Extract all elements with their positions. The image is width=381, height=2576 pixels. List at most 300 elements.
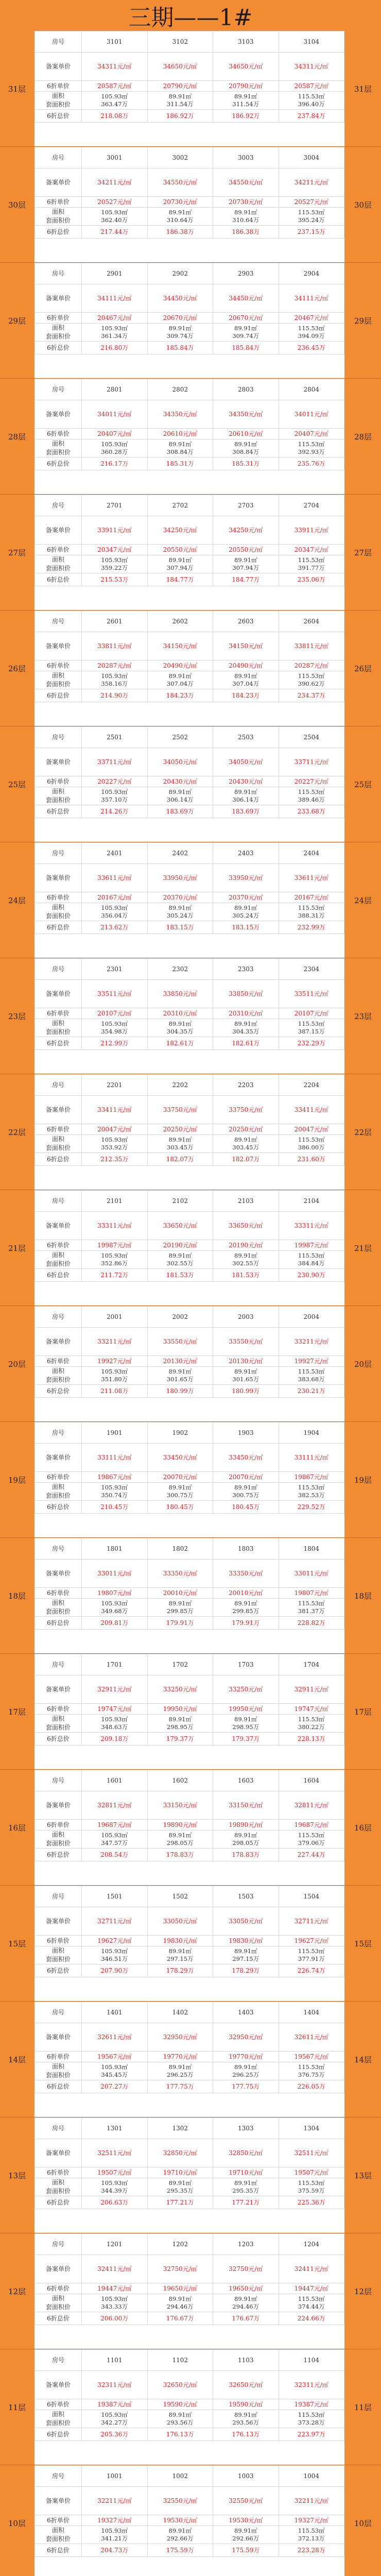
filed-price-cell: 32911元/㎡ [279,1675,344,1704]
filed-price-cell: 34211元/㎡ [279,168,344,197]
discount-total-cell: 232.29万 [279,1037,344,1050]
discount-total-row [35,457,344,470]
unit-number-cell: 1803 [213,1538,279,1560]
area-total-label: 面积 套面积价 [35,903,82,921]
area-total-cell: 115.53㎡ 379.06万 [279,1831,344,1849]
filed-price-cell: 34650元/㎡ [147,53,213,81]
area-total-cell: 115.53㎡ 377.91万 [279,1946,344,1964]
discount-price-cell: 19567元/㎡ [279,2052,344,2062]
area-total-label: 面积 套面积价 [35,208,82,226]
discount-total-cell: 209.81万 [82,1617,148,1630]
floor-block [0,1306,381,1422]
area-total-cell: 89.91㎡ 299.85万 [147,1599,213,1617]
unit-number-cell: 3104 [279,31,344,53]
discount-price-label: 6折单价 [35,892,82,903]
unit-number-cell: 2401 [82,843,148,864]
unit-number-row [35,611,344,632]
discount-price-cell: 19447元/㎡ [82,2283,148,2294]
unit-number-row [35,2118,344,2139]
discount-price-cell: 19987元/㎡ [82,1240,148,1251]
area-total-label: 面积 套面积价 [35,1831,82,1849]
discount-total-label: 6折总价 [35,342,82,354]
area-total-cell: 89.91㎡ 308.84万 [213,439,279,457]
price-sheet [0,31,381,2576]
area-total-label: 面积 套面积价 [35,1019,82,1037]
unit-number-row [35,1654,344,1675]
discount-price-cell: 20370元/㎡ [147,892,213,903]
discount-price-row [35,81,344,92]
unit-number-row [35,147,344,168]
floor-label-left: 30层 [0,147,34,262]
area-total-cell: 89.91㎡ 298.95万 [213,1715,279,1733]
discount-total-cell: 226.05万 [279,2080,344,2093]
filed-price-cell: 33911元/㎡ [82,516,148,545]
unit-number-cell: 2104 [279,1191,344,1212]
unit-number-label: 房号 [35,495,82,516]
filed-price-row [35,53,344,81]
discount-total-cell: 183.15万 [147,921,213,934]
discount-total-cell: 184.77万 [147,573,213,586]
area-total-cell: 115.53㎡ 381.37万 [279,1599,344,1617]
discount-price-row [35,429,344,439]
discount-price-cell: 20610元/㎡ [147,429,213,439]
filed-price-row [35,168,344,197]
discount-price-cell: 20287元/㎡ [279,660,344,671]
filed-price-row [35,980,344,1008]
discount-total-cell: 229.52万 [279,1501,344,1514]
area-total-cell: 105.93㎡ 346.51万 [82,1946,148,1964]
area-total-cell: 115.53㎡ 372.13万 [279,2526,344,2544]
unit-number-row [35,2002,344,2023]
area-total-cell: 89.91㎡ 310.64万 [213,208,279,226]
discount-price-label: 6折单价 [35,81,82,92]
unit-number-cell: 1802 [147,1538,213,1560]
area-total-row [35,1483,344,1501]
discount-price-cell: 19987元/㎡ [279,1240,344,1251]
discount-price-row [35,776,344,787]
filed-price-cell: 33511元/㎡ [82,980,148,1008]
unit-number-cell: 2201 [82,1075,148,1096]
area-total-row [35,2294,344,2312]
filed-price-cell: 32311元/㎡ [279,2371,344,2399]
unit-table [34,263,344,354]
discount-price-row [35,2515,344,2526]
filed-price-label: 备案单价 [35,1791,82,1820]
area-total-cell: 89.91㎡ 296.25万 [147,2062,213,2080]
unit-number-cell: 1502 [147,1886,213,1907]
unit-table [34,611,344,702]
discount-total-cell: 210.45万 [82,1501,148,1514]
area-total-label: 面积 套面积价 [35,1599,82,1617]
discount-total-cell: 235.76万 [279,457,344,470]
unit-number-cell: 2601 [82,611,148,632]
filed-price-cell: 33350元/㎡ [213,1560,279,1588]
floor-label-right: 21层 [345,1190,381,1306]
filed-price-cell: 33550元/㎡ [213,1328,279,1356]
area-total-row [35,1946,344,1964]
floor-label-left: 25层 [0,726,34,842]
discount-total-cell: 234.37万 [279,689,344,702]
discount-price-cell: 20587元/㎡ [82,81,148,92]
floor-label-left: 21层 [0,1190,34,1306]
filed-price-cell: 32850元/㎡ [147,2139,213,2167]
filed-price-row [35,632,344,660]
discount-price-cell: 20010元/㎡ [147,1588,213,1599]
filed-price-cell: 32950元/㎡ [213,2023,279,2052]
discount-price-label: 6折单价 [35,1008,82,1019]
unit-number-cell: 2801 [82,379,148,400]
filed-price-cell: 32711元/㎡ [279,1907,344,1936]
area-total-row [35,1831,344,1849]
floor-table [34,1422,345,1537]
discount-total-cell: 223.97万 [279,2428,344,2441]
floor-label-left: 14层 [0,2002,34,2117]
floor-label-left: 19层 [0,1422,34,1537]
discount-total-cell: 179.37万 [147,1733,213,1745]
discount-total-row [35,342,344,354]
unit-number-cell: 1404 [279,2002,344,2023]
discount-total-cell: 216.17万 [82,457,148,470]
area-total-cell: 105.93㎡ 344.39万 [82,2178,148,2196]
unit-number-row [35,2350,344,2371]
unit-number-cell: 1604 [279,1770,344,1791]
filed-price-cell: 34311元/㎡ [82,53,148,81]
discount-price-label: 6折单价 [35,1588,82,1599]
unit-number-cell: 1702 [147,1654,213,1675]
unit-number-cell: 2402 [147,843,213,864]
filed-price-row [35,864,344,892]
unit-number-cell: 3102 [147,31,213,53]
discount-price-cell: 20347元/㎡ [279,545,344,555]
discount-total-cell: 176.67万 [213,2312,279,2325]
discount-price-cell: 20070元/㎡ [213,1472,279,1483]
area-total-cell: 105.93㎡ 351.80万 [82,1367,148,1385]
unit-number-cell: 1403 [213,2002,279,2023]
discount-total-row [35,1964,344,1977]
unit-number-row [35,263,344,284]
area-total-cell: 89.91㎡ 309.74万 [213,324,279,342]
area-total-cell: 105.93㎡ 357.10万 [82,787,148,805]
area-total-label: 面积 套面积价 [35,1715,82,1733]
filed-price-row [35,1907,344,1936]
discount-price-cell: 19890元/㎡ [213,1820,279,1831]
filed-price-row [35,1328,344,1356]
filed-price-cell: 33711元/㎡ [82,748,148,776]
discount-price-row [35,892,344,903]
discount-price-cell: 20790元/㎡ [147,81,213,92]
floor-label-right: 24层 [345,842,381,958]
unit-number-cell: 3003 [213,147,279,168]
unit-number-cell: 3001 [82,147,148,168]
area-total-cell: 89.91㎡ 302.55万 [147,1251,213,1269]
filed-price-cell: 32611元/㎡ [279,2023,344,2052]
area-total-cell: 105.93㎡ 343.33万 [82,2294,148,2312]
discount-total-label: 6折总价 [35,1733,82,1745]
area-total-cell: 89.91㎡ 306.14万 [213,787,279,805]
filed-price-row [35,2487,344,2515]
unit-number-row [35,1075,344,1096]
filed-price-cell: 33650元/㎡ [147,1212,213,1240]
discount-total-label: 6折总价 [35,2312,82,2325]
floor-block [0,726,381,842]
area-total-cell: 89.91㎡ 305.24万 [147,903,213,921]
filed-price-cell: 33611元/㎡ [82,864,148,892]
discount-price-cell: 19950元/㎡ [147,1704,213,1715]
unit-number-cell: 1401 [82,2002,148,2023]
filed-price-cell: 34450元/㎡ [213,284,279,313]
unit-number-cell: 1004 [279,2466,344,2487]
discount-price-cell: 20107元/㎡ [82,1008,148,1019]
discount-total-cell: 232.99万 [279,921,344,934]
discount-price-cell: 20287元/㎡ [82,660,148,671]
filed-price-cell: 32811元/㎡ [82,1791,148,1820]
discount-price-label: 6折单价 [35,2515,82,2526]
area-total-cell: 89.91㎡ 307.94万 [213,555,279,573]
discount-price-row [35,1356,344,1367]
floor-block [0,1886,381,2002]
filed-price-cell: 32750元/㎡ [213,2255,279,2283]
unit-number-label: 房号 [35,1538,82,1560]
area-total-row [35,2062,344,2080]
discount-total-row [35,2312,344,2325]
discount-price-label: 6折单价 [35,776,82,787]
discount-price-label: 6折单价 [35,1124,82,1135]
filed-price-label: 备案单价 [35,632,82,660]
discount-total-cell: 182.07万 [213,1153,279,1166]
area-total-label: 面积 套面积价 [35,1251,82,1269]
unit-number-cell: 2003 [213,1307,279,1328]
discount-total-cell: 179.91万 [213,1617,279,1630]
unit-number-cell: 1504 [279,1886,344,1907]
discount-price-row [35,2399,344,2410]
discount-price-cell: 20010元/㎡ [213,1588,279,1599]
unit-table [34,2233,344,2325]
floor-label-left: 24层 [0,842,34,958]
discount-total-cell: 217.44万 [82,226,148,239]
discount-total-cell: 216.80万 [82,342,148,354]
filed-price-cell: 34350元/㎡ [147,400,213,429]
floor-label-left: 28层 [0,379,34,494]
area-total-row [35,1019,344,1037]
discount-total-cell: 175.59万 [213,2544,279,2557]
filed-price-label: 备案单价 [35,2255,82,2283]
area-total-cell: 89.91㎡ 299.85万 [213,1599,279,1617]
discount-total-cell: 179.91万 [147,1617,213,1630]
area-total-cell: 105.93㎡ 363.47万 [82,92,148,110]
discount-total-row [35,1849,344,1861]
area-total-cell: 89.91㎡ 292.66万 [213,2526,279,2544]
discount-price-cell: 20310元/㎡ [213,1008,279,1019]
floor-block [0,958,381,1074]
area-total-cell: 89.91㎡ 297.15万 [147,1946,213,1964]
discount-total-cell: 237.84万 [279,110,344,123]
filed-price-cell: 33950元/㎡ [147,864,213,892]
filed-price-label: 备案单价 [35,400,82,429]
floor-block [0,147,381,263]
unit-number-label: 房号 [35,611,82,632]
unit-number-label: 房号 [35,1422,82,1444]
filed-price-cell: 33050元/㎡ [213,1907,279,1936]
discount-total-cell: 178.29万 [147,1964,213,1977]
unit-number-label: 房号 [35,2118,82,2139]
discount-total-row [35,2428,344,2441]
unit-number-cell: 1703 [213,1654,279,1675]
floor-table [34,147,345,262]
filed-price-cell: 33911元/㎡ [279,516,344,545]
discount-total-label: 6折总价 [35,2544,82,2557]
discount-price-label: 6折单价 [35,2052,82,2062]
area-total-cell: 115.53㎡ 389.46万 [279,787,344,805]
floor-label-right: 25层 [345,726,381,842]
discount-price-cell: 20407元/㎡ [82,429,148,439]
unit-number-row [35,959,344,980]
unit-table [34,726,344,818]
discount-total-cell: 185.31万 [147,457,213,470]
floor-label-right: 15层 [345,1886,381,2001]
unit-number-label: 房号 [35,2002,82,2023]
discount-total-cell: 184.23万 [147,689,213,702]
discount-total-label: 6折总价 [35,1501,82,1514]
floor-label-left: 29层 [0,263,34,378]
filed-price-cell: 32511元/㎡ [82,2139,148,2167]
area-total-cell: 89.91㎡ 292.66万 [147,2526,213,2544]
unit-number-cell: 2103 [213,1191,279,1212]
area-total-cell: 89.91㎡ 305.24万 [213,903,279,921]
discount-price-label: 6折单价 [35,429,82,439]
discount-total-cell: 175.59万 [147,2544,213,2557]
area-total-cell: 105.93㎡ 348.63万 [82,1715,148,1733]
discount-total-cell: 183.69万 [213,805,279,818]
area-total-cell: 115.53㎡ 387.15万 [279,1019,344,1037]
discount-total-row [35,1733,344,1745]
unit-number-label: 房号 [35,1886,82,1907]
discount-price-cell: 19447元/㎡ [279,2283,344,2294]
floor-block [0,1190,381,1306]
area-total-cell: 89.91㎡ 309.74万 [147,324,213,342]
floor-block [0,31,381,147]
unit-number-label: 房号 [35,1075,82,1096]
area-total-cell: 105.93㎡ 354.98万 [82,1019,148,1037]
discount-total-label: 6折总价 [35,110,82,123]
discount-price-cell: 20587元/㎡ [279,81,344,92]
discount-total-row [35,689,344,702]
unit-table [34,2002,344,2093]
discount-price-cell: 19710元/㎡ [213,2167,279,2178]
discount-total-cell: 182.61万 [147,1037,213,1050]
unit-table [34,1074,344,1166]
discount-price-cell: 19590元/㎡ [213,2399,279,2410]
discount-price-cell: 20227元/㎡ [82,776,148,787]
discount-price-cell: 20190元/㎡ [147,1240,213,1251]
discount-price-cell: 19747元/㎡ [279,1704,344,1715]
filed-price-row [35,1212,344,1240]
discount-total-cell: 211.72万 [82,1269,148,1282]
discount-total-label: 6折总价 [35,1617,82,1630]
discount-price-cell: 19567元/㎡ [82,2052,148,2062]
unit-number-cell: 2304 [279,959,344,980]
discount-price-cell: 20047元/㎡ [279,1124,344,1135]
area-total-cell: 115.53㎡ 396.40万 [279,92,344,110]
discount-price-row [35,545,344,555]
unit-number-cell: 1002 [147,2466,213,2487]
area-total-cell: 115.53㎡ 395.24万 [279,208,344,226]
discount-price-row [35,1240,344,1251]
discount-price-cell: 19830元/㎡ [213,1936,279,1946]
filed-price-cell: 33011元/㎡ [279,1560,344,1588]
unit-table [34,379,344,470]
discount-price-cell: 20250元/㎡ [147,1124,213,1135]
unit-number-cell: 1804 [279,1538,344,1560]
discount-total-label: 6折总价 [35,1153,82,1166]
floor-block [0,2002,381,2117]
unit-number-row [35,1886,344,1907]
floor-block [0,611,381,726]
unit-number-cell: 1704 [279,1654,344,1675]
filed-price-cell: 33311元/㎡ [82,1212,148,1240]
floor-table [34,379,345,494]
discount-total-cell: 212.99万 [82,1037,148,1050]
filed-price-cell: 32850元/㎡ [213,2139,279,2167]
unit-number-cell: 2502 [147,727,213,748]
discount-price-cell: 19710元/㎡ [147,2167,213,2178]
discount-price-row [35,1588,344,1599]
unit-number-cell: 2202 [147,1075,213,1096]
unit-number-row [35,1538,344,1560]
area-total-cell: 105.93㎡ 353.92万 [82,1135,148,1153]
area-total-cell: 105.93㎡ 361.34万 [82,324,148,342]
filed-price-cell: 33150元/㎡ [213,1791,279,1820]
unit-number-row [35,2234,344,2255]
discount-total-cell: 209.18万 [82,1733,148,1745]
filed-price-label: 备案单价 [35,1328,82,1356]
area-total-cell: 89.91㎡ 302.55万 [213,1251,279,1269]
unit-number-cell: 1102 [147,2350,213,2371]
floor-block [0,1538,381,1654]
floor-label-right: 31层 [345,31,381,146]
unit-number-cell: 1204 [279,2234,344,2255]
discount-price-row [35,1124,344,1135]
discount-total-label: 6折总价 [35,2428,82,2441]
floor-table [34,1074,345,1190]
area-total-cell: 89.91㎡ 297.15万 [213,1946,279,1964]
discount-total-row [35,2196,344,2209]
unit-number-row [35,2466,344,2487]
discount-total-row [35,1269,344,1282]
filed-price-cell: 33250元/㎡ [147,1675,213,1704]
unit-number-label: 房号 [35,1307,82,1328]
area-total-row [35,208,344,226]
discount-price-cell: 20070元/㎡ [147,1472,213,1483]
area-total-label: 面积 套面积价 [35,2526,82,2544]
unit-number-cell: 2404 [279,843,344,864]
filed-price-cell: 33111元/㎡ [82,1444,148,1472]
unit-number-cell: 1501 [82,1886,148,1907]
filed-price-row [35,2371,344,2399]
discount-price-cell: 19650元/㎡ [213,2283,279,2294]
discount-total-cell: 183.69万 [147,805,213,818]
area-total-cell: 105.93㎡ 360.28万 [82,439,148,457]
filed-price-row [35,748,344,776]
area-total-label: 面积 套面积价 [35,2178,82,2196]
discount-price-label: 6折单价 [35,1820,82,1831]
page-title: 三期——1# [128,5,253,31]
discount-total-row [35,573,344,586]
filed-price-cell: 32711元/㎡ [82,1907,148,1936]
filed-price-cell: 34211元/㎡ [82,168,148,197]
discount-total-cell: 227.44万 [279,1849,344,1861]
area-total-label: 面积 套面积价 [35,439,82,457]
discount-total-cell: 230.90万 [279,1269,344,1282]
